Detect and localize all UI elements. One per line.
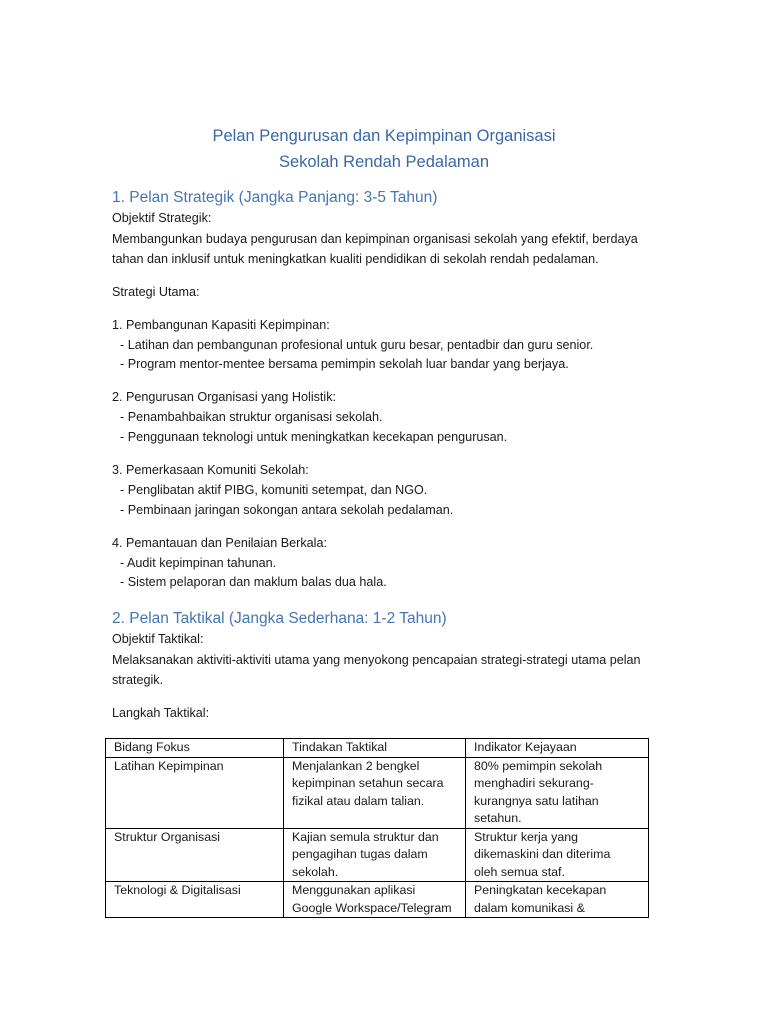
tactical-objective-text-line-1: Melaksanakan aktiviti-aktiviti utama yang menyokong pencapaian strategi-strategi utama pelan bbox=[112, 653, 641, 667]
cell-line: Menggunakan aplikasi bbox=[292, 883, 416, 897]
section-1-heading: 1. Pelan Strategik (Jangka Panjang: 3-5 Tahun) bbox=[112, 189, 438, 206]
cell-line: Struktur kerja yang bbox=[474, 829, 578, 844]
cell-line: dikemaskini dan diterima bbox=[474, 847, 611, 861]
cell-line: setahun. bbox=[474, 811, 522, 825]
table-row bbox=[106, 757, 649, 828]
focus-cell bbox=[106, 882, 284, 918]
focus-cell bbox=[106, 757, 284, 828]
strategy-3-point-1: - Penglibatan aktif PIBG, komuniti setempat, dan NGO. bbox=[120, 483, 428, 497]
indicator-cell bbox=[466, 757, 649, 828]
cell-line: Google Workspace/Telegram bbox=[292, 900, 452, 915]
strategy-4-point-2: - Sistem pelaporan dan maklum balas dua hala. bbox=[120, 575, 387, 589]
tactical-objective-label: Objektif Taktikal: bbox=[112, 632, 204, 646]
strategy-2-point-2: - Penggunaan teknologi untuk meningkatkan kecekapan pengurusan. bbox=[120, 430, 508, 444]
table-header-cell: Bidang Fokus bbox=[106, 739, 284, 758]
strategic-objective-text-line-2: tahan dan inklusif untuk meningkatkan kualiti pendidikan di sekolah rendah pedalaman. bbox=[112, 252, 599, 266]
action-cell bbox=[284, 828, 466, 882]
cell-line: Teknologi & Digitalisasi bbox=[114, 883, 241, 897]
table-row bbox=[106, 828, 649, 882]
cell-line: menghadiri sekurang- bbox=[474, 776, 594, 790]
tactical-steps-table bbox=[105, 738, 649, 918]
strategy-2-point-1: - Penambahbaikan struktur organisasi sekolah. bbox=[120, 410, 383, 424]
tactical-steps-label: Langkah Taktikal: bbox=[112, 706, 210, 720]
cell-line: kepimpinan setahun secara bbox=[292, 776, 444, 790]
cell-line: dalam komunikasi & bbox=[474, 900, 585, 915]
action-cell bbox=[284, 882, 466, 918]
cell-line: pengagihan tugas dalam bbox=[292, 847, 428, 861]
table-row bbox=[106, 882, 649, 918]
cell-line: fizikal atau dalam talian. bbox=[292, 793, 425, 808]
strategic-objective-text-line-1: Membangunkan budaya pengurusan dan kepimpinan organisasi sekolah yang efektif, berdaya bbox=[112, 232, 638, 246]
strategy-4-title: 4. Pemantauan dan Penilaian Berkala: bbox=[112, 536, 327, 550]
strategy-1-title: 1. Pembangunan Kapasiti Kepimpinan: bbox=[112, 318, 330, 332]
cell-line: oleh semua staf. bbox=[474, 864, 565, 879]
cell-line: 80% pemimpin sekolah bbox=[474, 758, 603, 773]
strategy-1-point-1: - Latihan dan pembangunan profesional untuk guru besar, pentadbir dan guru senior. bbox=[120, 338, 594, 352]
cell-line: kurangnya satu latihan bbox=[474, 793, 599, 808]
cell-line: Struktur Organisasi bbox=[114, 829, 221, 844]
focus-cell bbox=[106, 828, 284, 882]
table-header-cell: Indikator Kejayaan bbox=[466, 739, 649, 758]
strategic-objective-label: Objektif Strategik: bbox=[112, 211, 212, 225]
table-header-cell: Tindakan Taktikal bbox=[284, 739, 466, 758]
cell-line: Latihan Kepimpinan bbox=[114, 758, 224, 773]
main-strategy-label: Strategi Utama: bbox=[112, 285, 200, 299]
indicator-cell bbox=[466, 828, 649, 882]
strategy-1-point-2: - Program mentor-mentee bersama pemimpin sekolah luar bandar yang berjaya. bbox=[120, 357, 569, 371]
document-title-line-2: Sekolah Rendah Pedalaman bbox=[278, 153, 490, 171]
tactical-objective-text-line-2: strategik. bbox=[112, 673, 164, 687]
cell-line: sekolah. bbox=[292, 864, 339, 879]
strategy-3-point-2: - Pembinaan jaringan sokongan antara sekolah pedalaman. bbox=[120, 503, 454, 517]
cell-line: Menjalankan 2 bengkel bbox=[292, 758, 420, 773]
section-2-heading: 2. Pelan Taktikal (Jangka Sederhana: 1-2 Tahun) bbox=[112, 610, 447, 627]
strategy-3-title: 3. Pemerkasaan Komuniti Sekolah: bbox=[112, 463, 309, 477]
cell-line: Peningkatan kecekapan bbox=[474, 883, 607, 897]
document-title-line-1: Pelan Pengurusan dan Kepimpinan Organisasi bbox=[212, 127, 556, 145]
cell-line: Kajian semula struktur dan bbox=[292, 829, 439, 844]
strategy-2-title: 2. Pengurusan Organisasi yang Holistik: bbox=[112, 390, 337, 404]
action-cell bbox=[284, 757, 466, 828]
table-header-row bbox=[106, 739, 649, 758]
strategy-4-point-1: - Audit kepimpinan tahunan. bbox=[120, 556, 277, 570]
indicator-cell bbox=[466, 882, 649, 918]
